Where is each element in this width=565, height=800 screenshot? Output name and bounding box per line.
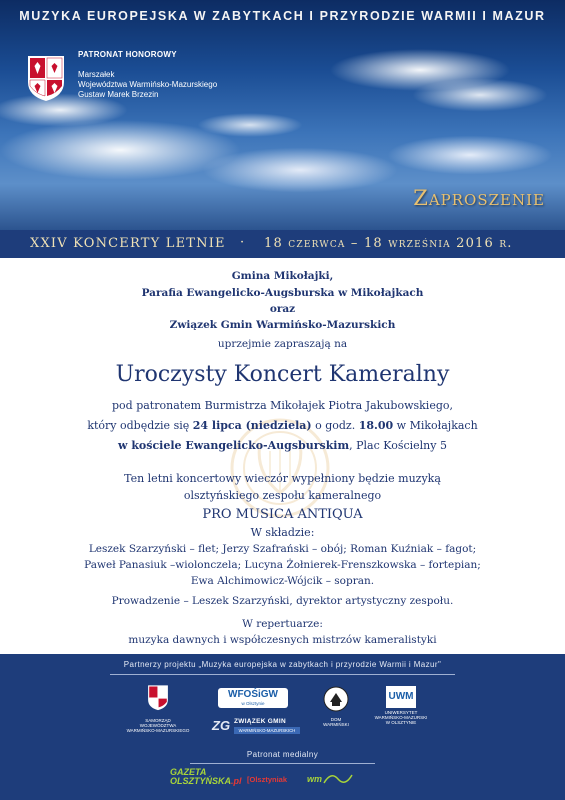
logo-wm [307,770,355,788]
logo-dom-caption: DOM WARMIŃSKI [323,717,349,727]
wm-wave-icon [323,771,353,785]
logo-wfosigw [218,688,288,708]
lineup-line-2: Paweł Panasiuk –wiolonczela; Lucyna Żołnierek-Frenszkowska – fortepian; [84,559,481,571]
gazeta-line-2-text: OLSZTYŃSKA [170,776,232,786]
concert-series-strip [0,230,565,258]
invitation-heading: Zaproszenie [413,186,545,210]
patronage-line: pod patronatem Burmistrza Mikołajek Piotra Jakubowskiego, [112,399,453,412]
voivodeship-crest-small-icon [147,684,169,711]
honorary-patron [26,50,286,110]
dom-warminski-emblem-icon [323,686,349,712]
logo-uwm [365,686,437,725]
partners-label: Partnerzy projektu „Muzyka europejska w zabytkach i przyrodzie Warmii i Mazur" [123,660,442,669]
media-patron-label: Patronat medialny [246,750,319,759]
concert-time: 18.00 [358,419,394,432]
logo-zwiazek-gmin [212,716,304,738]
logo-zgwm-sub: WARMIŃSKO-MAZURSKICH [234,727,300,734]
lineup-label: W składzie: [250,526,315,539]
description-line-2: olsztyńskiego zespołu kameralnego [183,489,382,502]
organizer-and: oraz [269,303,296,315]
gazeta-line-2: OLSZTYŃSKA.pl [170,776,242,786]
repertoire-line: muzyka dawnych i współczesnych mistrzów kameralistyki [128,634,437,646]
date-mid: o godz. [311,419,359,432]
partners-footer [0,654,565,800]
host-line: Prowadzenie – Leszek Szarzyński, dyrektor artystyczny zespołu. [111,595,454,607]
repertoire-label: W repertuarze: [242,618,323,630]
venue-address: , Plac Kościelny 5 [349,439,447,452]
ensemble-name: PRO MUSICA ANTIQUA [202,507,363,522]
organizer-gmina: Gmina Mikołajki, [231,270,334,282]
logo-wm-text: wm [307,774,323,784]
project-title: MUZYKA EUROPEJSKA W ZABYTKACH I PRZYRODZIE WARMII I MAZUR [19,9,546,23]
logo-gazeta-olsztynska [170,768,240,786]
logo-zgwm-text: ZWIĄZEK GMIN [234,718,286,725]
invite-line: uprzejmie zapraszają na [217,338,348,350]
logo-uwm-caption: UNIWERSYTET WARMIŃSKO-MAZURSKI W OLSZTYNIE [374,710,428,725]
lineup-line-1: Leszek Szarzyński – flet; Jerzy Szafrański – obój; Roman Kuźniak – fagot; [88,543,477,555]
logo-samorzad-caption: SAMORZĄD WOJEWÓDZTWA WARMIŃSKO-MAZURSKIEGO [126,718,190,733]
logo-dom-warminski [316,686,356,727]
partners-divider [110,674,455,675]
series-name: XXIV KONCERTY LETNIE [30,236,226,251]
zgwm-mark-icon: ZG [212,718,231,733]
concert-date: 24 lipca (niedziela) [192,419,312,432]
patron-label: PATRONAT HONOROWY [78,50,177,59]
logo-wfosigw-sub: w Olsztynie [241,701,265,706]
invitation-body [0,258,565,654]
voivodeship-crest-icon [26,54,66,102]
date-pre: który odbędzie się [87,419,193,432]
gazeta-line-1: GAZETA [170,767,207,777]
date-line [0,419,565,432]
lineup-line-3: Ewa Alchimowicz-Wójcik – sopran. [190,575,375,587]
header-banner [0,0,565,230]
logo-olsztyniak: [Olsztyniak [247,775,288,784]
organizer-union: Związek Gmin Warmińsko-Mazurskich [169,319,396,331]
logo-wfosigw-text: WFOŚiGW [228,689,278,700]
concert-title: Uroczysty Koncert Kameralny [115,362,450,387]
date-post: w Mikołajkach [393,419,478,432]
logo-samorzad [118,684,198,733]
series-dates: 18 czerwca – 18 września 2016 r. [264,236,513,251]
media-divider [190,763,375,764]
logo-uwm-mark: UWM [386,686,416,708]
organizer-parish: Parafia Ewangelicko-Augsburska w Mikołajkach [141,287,424,299]
venue-line [0,439,565,452]
description-line-1: Ten letni koncertowy wieczór wypełniony będzie muzyką [124,472,441,485]
venue-name: w kościele Ewangelicko-Augsburskim [118,439,350,452]
strip-separator: · [240,235,246,250]
patron-name: Marszałek Województwa Warmińsko-Mazurskiego Gustaw Marek Brzezin [78,70,218,99]
